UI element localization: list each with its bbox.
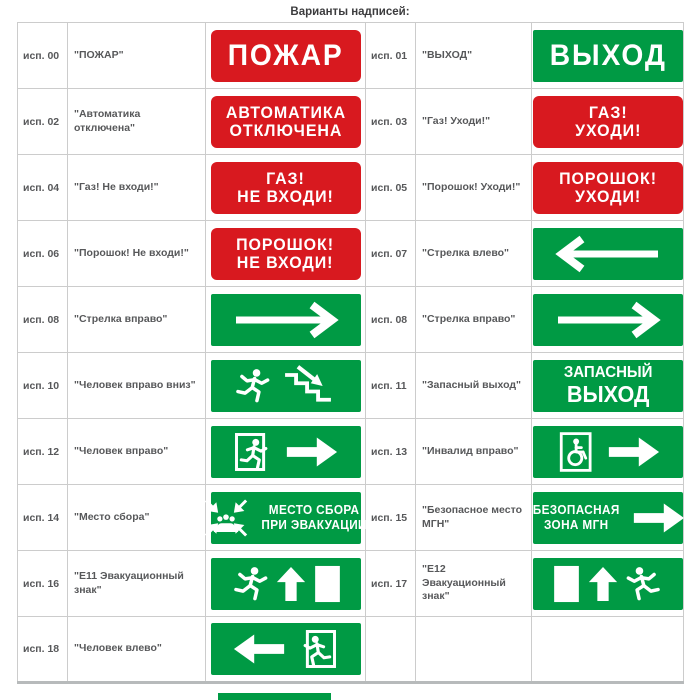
- sign-cell: [206, 551, 366, 617]
- table-row: [18, 485, 684, 551]
- sign-cell: [206, 485, 366, 551]
- sign-cell: [532, 419, 684, 485]
- sign-board: [211, 30, 361, 82]
- sign-text: ЗАПАСНЫЙ ВЫХОД: [563, 364, 653, 407]
- variant-code: исп. 12: [18, 419, 68, 485]
- variant-label: "Стрелка влево": [416, 221, 532, 287]
- variant-code: исп. 03: [366, 89, 416, 155]
- table-row: [18, 617, 684, 683]
- table-row: [18, 287, 684, 353]
- sign-text: ПОРОШОК! НЕ ВХОДИ!: [236, 234, 335, 272]
- arrow-right-bold-icon: [605, 432, 661, 472]
- sign-cell: [532, 551, 684, 617]
- running-man-left-icon: [626, 565, 664, 603]
- sign-board: [211, 558, 361, 610]
- sign-board: [211, 426, 361, 478]
- sign-cell: [206, 155, 366, 221]
- sign-text: ВЫХОД: [549, 38, 667, 72]
- sign-text: АВТОМАТИКА ОТКЛЮЧЕНА: [225, 102, 346, 140]
- variant-label: "Е11 Эвакуационный знак": [68, 551, 206, 617]
- variant-code: исп. 17: [366, 551, 416, 617]
- variant-code: исп. 08: [18, 287, 68, 353]
- sign-board: [211, 96, 361, 148]
- variant-label: "Автоматика отключена": [68, 89, 206, 155]
- sign-board: [533, 294, 683, 346]
- variant-code: исп. 08: [366, 287, 416, 353]
- arrow-up-icon: [275, 565, 307, 603]
- table-row: [18, 155, 684, 221]
- variant-label: "ВЫХОД": [416, 23, 532, 89]
- sign-cell: [206, 221, 366, 287]
- variant-code: исп. 01: [366, 23, 416, 89]
- variant-code: исп. 07: [366, 221, 416, 287]
- sign-cell: [532, 287, 684, 353]
- wheelchair-icon: [556, 431, 598, 473]
- arrow-left-bold-icon: [232, 629, 288, 669]
- sign-cell: [532, 617, 684, 683]
- door-opening-icon: [553, 565, 580, 603]
- variant-label: "Запасный выход": [416, 353, 532, 419]
- sign-board: [211, 294, 361, 346]
- variant-code: исп. 16: [18, 551, 68, 617]
- sign-cell: [532, 485, 684, 551]
- sign-cell: [532, 23, 684, 89]
- table-row: [18, 221, 684, 287]
- sign-cell: [532, 155, 684, 221]
- sign-cell: [206, 287, 366, 353]
- sign-board: [211, 162, 361, 214]
- variant-label: "Е12 Эвакуационный знак": [416, 551, 532, 617]
- sign-text: ПОРОШОК! УХОДИ!: [559, 168, 657, 206]
- variant-label: "Порошок! Не входи!": [68, 221, 206, 287]
- variant-label: "Газ! Не входи!": [68, 155, 206, 221]
- variant-code: исп. 04: [18, 155, 68, 221]
- sign-cell: [532, 353, 684, 419]
- arrow-left-long-icon: [552, 235, 664, 273]
- table-row: [18, 23, 684, 89]
- door-opening-icon: [314, 565, 341, 603]
- sign-cell: [532, 89, 684, 155]
- sign-text: БЕЗОПАСНАЯ ЗОНА МГН: [533, 503, 620, 532]
- variant-code: исп. 05: [366, 155, 416, 221]
- sign-board: [533, 426, 683, 478]
- variant-code: исп. 11: [366, 353, 416, 419]
- signs-table-body: [18, 23, 684, 683]
- sign-board: [533, 30, 683, 82]
- sign-text: ГАЗ! УХОДИ!: [574, 102, 642, 140]
- sign-board: [533, 492, 683, 544]
- sign-text: ГАЗ! НЕ ВХОДИ!: [237, 168, 334, 206]
- arrow-up-icon: [587, 565, 619, 603]
- sign-board: [533, 228, 683, 280]
- sign-cell: [206, 89, 366, 155]
- variant-code: исп. 15: [366, 485, 416, 551]
- sign-board: [533, 96, 683, 148]
- variant-code: [366, 617, 416, 683]
- exit-man-right-icon: [232, 431, 276, 473]
- arrow-right-long-icon: [230, 301, 342, 339]
- sign-text: МЕСТО СБОРА ПРИ ЭВАКУАЦИИ: [261, 503, 367, 532]
- variant-label: "Стрелка вправо": [68, 287, 206, 353]
- sign-board: [533, 162, 683, 214]
- signs-table: [17, 22, 684, 684]
- variant-code: исп. 06: [18, 221, 68, 287]
- variant-label: "ПОЖАР": [68, 23, 206, 89]
- table-row: [18, 353, 684, 419]
- arrow-right-long-icon: [552, 301, 664, 339]
- sign-board: [211, 360, 361, 412]
- sign-cell: [206, 353, 366, 419]
- running-man-right-icon: [230, 565, 268, 603]
- stairs-down-icon: [277, 364, 339, 408]
- sign-board: [211, 623, 361, 675]
- arrow-right-bold-icon: [283, 432, 339, 472]
- sign-cell: [206, 419, 366, 485]
- partial-next-sign: [218, 693, 331, 700]
- table-row: [18, 551, 684, 617]
- sign-cell: [532, 221, 684, 287]
- variant-label: [416, 617, 532, 683]
- sign-cell: [206, 617, 366, 683]
- sign-board: [211, 492, 367, 544]
- variant-code: исп. 02: [18, 89, 68, 155]
- variant-label: "Газ! Уходи!": [416, 89, 532, 155]
- page-title: Варианты надписей:: [290, 6, 410, 18]
- variant-label: "Стрелка вправо": [416, 287, 532, 353]
- variant-label: "Человек влево": [68, 617, 206, 683]
- variant-code: исп. 10: [18, 353, 68, 419]
- variant-code: исп. 13: [366, 419, 416, 485]
- variant-code: исп. 00: [18, 23, 68, 89]
- assembly-point-icon: [201, 497, 251, 539]
- variant-label: "Человек вправо вниз": [68, 353, 206, 419]
- table-row: [18, 89, 684, 155]
- sign-cell: [206, 23, 366, 89]
- sign-board: [211, 228, 361, 280]
- sign-text: ПОЖАР: [227, 38, 344, 72]
- variant-label: "Инвалид вправо": [416, 419, 532, 485]
- variant-label: "Человек вправо": [68, 419, 206, 485]
- variant-code: исп. 18: [18, 617, 68, 683]
- running-man-right-icon: [232, 367, 270, 405]
- exit-man-left-icon: [295, 628, 339, 670]
- sign-board: [533, 558, 683, 610]
- variant-label: "Безопасное место МГН": [416, 485, 532, 551]
- arrow-right-bold-icon: [630, 498, 686, 538]
- sign-board: [533, 360, 683, 412]
- table-row: [18, 419, 684, 485]
- variant-label: "Порошок! Уходи!": [416, 155, 532, 221]
- variant-label: "Место сбора": [68, 485, 206, 551]
- variant-code: исп. 14: [18, 485, 68, 551]
